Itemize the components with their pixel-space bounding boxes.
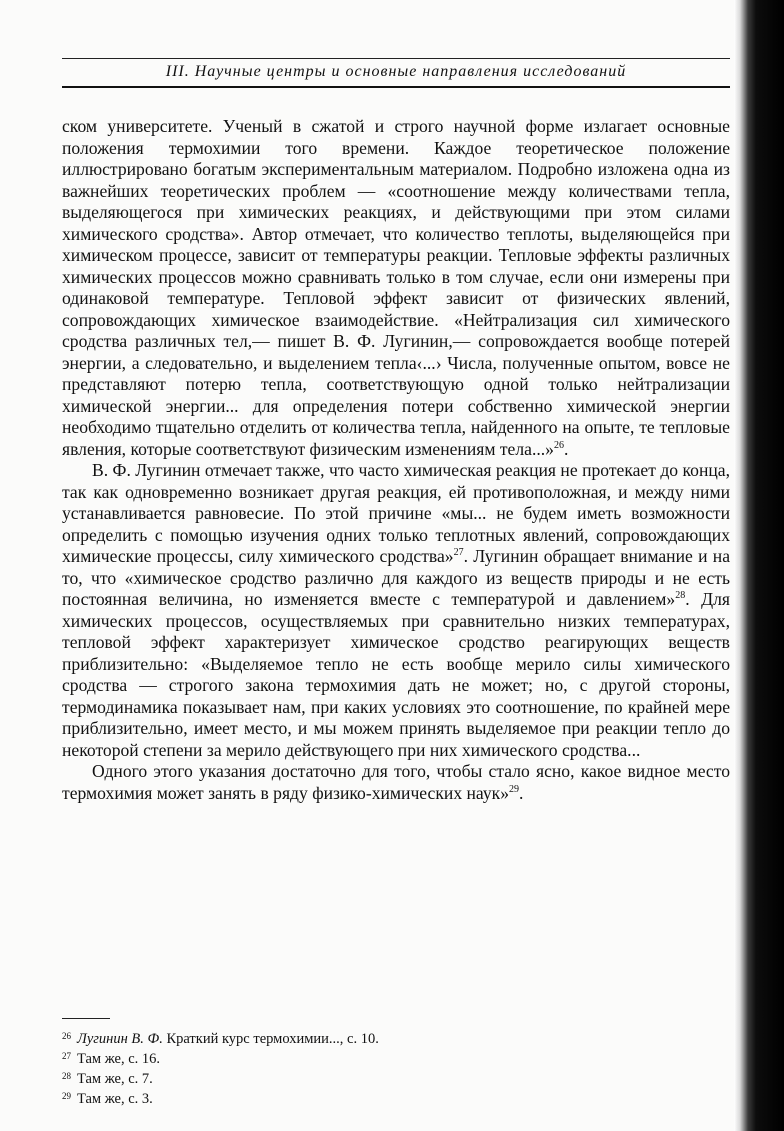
footnote-26 — [62, 1028, 702, 1048]
paragraph-2-part-2: . Лугинин обращает внимание и на то, что «химическое сродство различно для каждого из веществ природы и не есть постоянная величина, но изменяется вместе с температурой и давлением» — [62, 546, 731, 609]
footnote-number: 27 — [62, 1051, 71, 1061]
paragraph-2 — [62, 460, 730, 761]
paragraph-1 — [62, 116, 730, 460]
paragraph-3-text: Одного этого указания достаточно для того, чтобы стало ясно, какое видное место термохимия может занять в ряду физико-химических наук» — [62, 761, 730, 803]
footnote-ref-29: 29 — [509, 783, 519, 795]
footnote-number: 26 — [62, 1031, 71, 1041]
paragraph-2-part-3: . Для химических процессов, осуществляемых при сравнительно низких температурах, тепловой эффект характеризует химическое сродство реагирующих веществ приблизительно: «Выделяемое тепло не есть вообще мерило силы химического сродства — строгого закона термохимия дать не может; но, с другой стороны, термодинамика показывает нам, при каких условиях это соотношение, по крайней мере приблизительно, имеет место, и мы можем принять выделяемое при реакции тепло до некоторой степени за мерило действующего при них химического сродства... — [62, 589, 730, 760]
footnote-29 — [62, 1088, 702, 1108]
footnote-number: 29 — [62, 1091, 71, 1101]
footnotes — [62, 1028, 702, 1108]
paragraph-3-tail: . — [519, 782, 524, 803]
footnote-ref-26: 26 — [553, 439, 564, 451]
running-header: III. Научные центры и основные направления исследований — [165, 63, 627, 80]
footnote-number: 28 — [62, 1071, 71, 1081]
footnote-text: Там же, с. 3. — [77, 1091, 153, 1107]
scan-shadow-edge — [734, 0, 784, 1131]
header-rule — [62, 86, 730, 88]
footnote-separator — [62, 1018, 110, 1019]
footnote-28 — [62, 1068, 702, 1088]
footnote-text: Там же, с. 7. — [77, 1071, 153, 1087]
footnote-27 — [62, 1048, 702, 1068]
footnote-author: Лугинин В. Ф. — [77, 1031, 163, 1047]
paragraph-1-tail: . — [563, 438, 569, 459]
footnote-text: Краткий курс термохимии..., с. 10. — [162, 1031, 379, 1047]
paragraph-2-part-1: В. Ф. Лугинин отмечает также, что часто химическая реакция не протекает до конца, так как одновременно возникает другая реакция, ей противоположная, и между ними устанавливается равновесие. По этой причине «мы... не будем иметь возможности определить с помощью изучения одних только теплотных явлений, сопровождающих химические процессы, силу химического сродства» — [62, 460, 730, 566]
body-text — [62, 116, 730, 804]
footnote-ref-28: 28 — [675, 590, 686, 602]
paragraph-3 — [62, 761, 730, 804]
paragraph-1-text: ском университете. Ученый в сжатой и строго научной форме излагает основные положения термохимии того времени. Каждое теоретическое положение иллюстрировано богатым экспериментальным материалом. Подробно изложена одна из важнейших теоретических проблем — «соотношение между количествами тепла, выделяющегося при химических реакциях, и действующими при этом силами химического сродства». Автор отмечает, что количество теплоты, выделяющейся при химическом процессе, зависит от температуры реакции. Тепловые эффекты различных химических процессов можно сравнивать только в том случае, если они измерены при одинаковой температуре. Тепловой эффект зависит от физических явлений, сопровождающих химическое взаимодействие. «Нейтрализация сил химического сродства различных тел,— пишет В. Ф. Лугинин,— сопровождается вообще потерей энергии, а следовательно, и выделением тепла‹...› Числа, полученные опытом, вовсе не представляют потерю тепла, соответствующую одной только нейтрализации химической энергии... для определения потери собственно химической энергии необходимо тщательно отделить от количества тепла, найденного на опыте, те тепловые явления, которые соответствуют физическим изменениям тела...» — [62, 116, 730, 459]
footnote-ref-27: 27 — [453, 547, 464, 559]
header-rule-top — [62, 58, 730, 59]
footnote-text: Там же, с. 16. — [77, 1051, 161, 1067]
